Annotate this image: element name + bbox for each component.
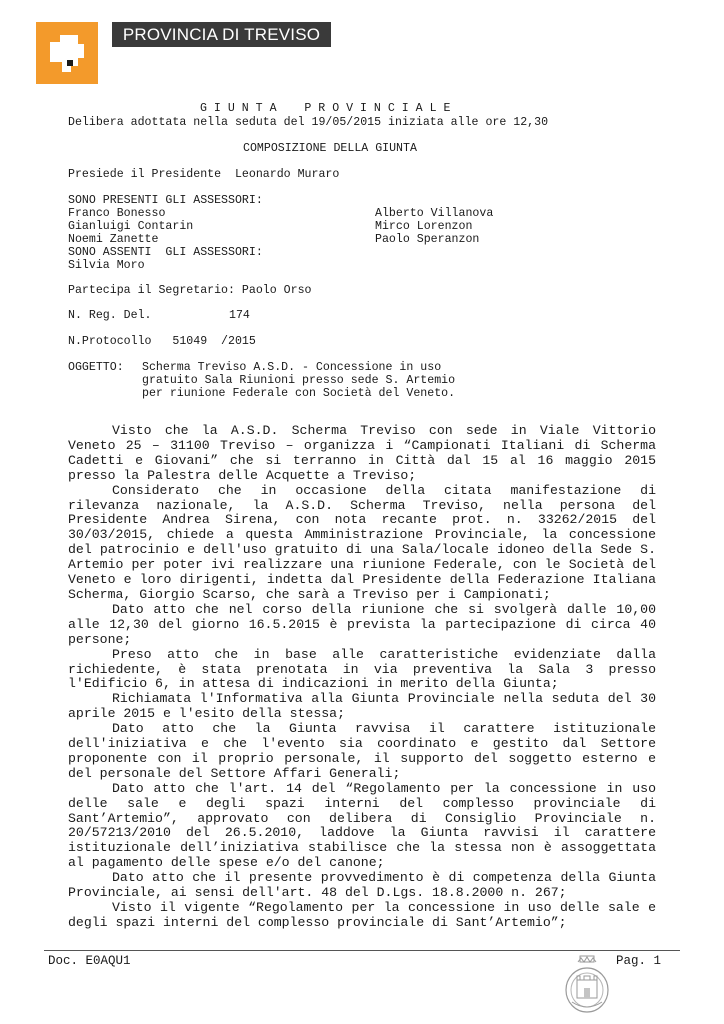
reg-label: N. Reg. Del. [68,309,152,322]
delibera-body [68,424,656,931]
oggetto-line: Scherma Treviso A.S.D. - Concessione in uso [142,361,442,374]
protocollo-line: N.Protocollo 51049 /2015 [68,335,256,348]
body-paragraph: Dato atto che il presente provvedimento è di competenza della Giunta Provinciale, ai sensi dell'art. 48 del D.Lgs. 18.8.2000 n. 267; [68,870,656,901]
footer-page-number: Pag. 1 [616,954,662,968]
body-paragraph: Dato atto che l'art. 14 del “Regolamento per la concessione in uso delle sale e degli spazi interni del complesso provinciale di Sant’Artemio”, approvato con delibera di Consiglio Provinciale n. 20/57213/2010 del 26.5.2010, laddove la Giunta ravvisi il carattere istituzionale dell’iniziativa stabilisce che la stessa non è assoggettata al pagamento delle spese e/o del canone; [68,780,656,871]
presiede-line: Presiede il Presidente Leonardo Muraro [68,168,340,181]
oggetto-line: per riunione Federale con Società del Veneto. [142,387,456,400]
body-paragraph: Dato atto che la Giunta ravvisa il carattere istituzionale dell'iniziativa e che l'evento sia coordinato e gestito dal Settore proponente con il proprio personale, il supporto del soggetto esterno e del personale del Settore Affari Generali; [68,721,656,781]
provincia-logo-icon [36,22,98,84]
assessore-absent: Silvia Moro [68,259,145,272]
body-paragraph: Visto il vigente “Regolamento per la concessione in uso delle sale e degli spazi interni del complesso provinciale di Sant’Artemio”; [68,900,656,930]
footer-divider [44,950,680,951]
assessore-present-right: Mirco Lorenzon [375,220,473,233]
assenti-label: SONO ASSENTI GLI ASSESSORI: [68,246,263,259]
brand-title: PROVINCIA DI TREVISO [112,22,331,47]
presenti-label: SONO PRESENTI GLI ASSESSORI: [68,194,263,207]
giunta-title: G I U N T A P R O V I N C I A L E [200,102,451,115]
seduta-line: Delibera adottata nella seduta del 19/05/2015 iniziata alle ore 12,30 [68,116,549,129]
assessore-present: Franco Bonesso [68,207,166,220]
assessore-present: Noemi Zanette [68,233,159,246]
assessore-present-right: Alberto Villanova [375,207,494,220]
body-paragraph: Preso atto che in base alle caratteristiche evidenziate dalla richiedente, è stata prenotata in via preventiva la Sala 3 presso l'Edificio 6, in attesa di indicazioni in merito della Giunta; [68,646,656,692]
composizione-heading: COMPOSIZIONE DELLA GIUNTA [243,142,417,155]
oggetto-line: gratuito Sala Riunioni presso sede S. Artemio [142,374,456,387]
body-paragraph: Richiamata l'Informativa alla Giunta Provinciale nella seduta del 30 aprile 2015 e l'esito della stessa; [68,691,656,722]
segretario-line: Partecipa il Segretario: Paolo Orso [68,284,312,297]
oggetto-label: OGGETTO: [68,361,124,374]
body-paragraph: Dato atto che nel corso della riunione che si svolgerà dalle 10,00 alle 12,30 del giorno 16.5.2015 è prevista la partecipazione di circa 40 persone; [68,601,656,647]
footer-doc-id: Doc. E0AQU1 [48,954,131,968]
assessore-present: Gianluigi Contarin [68,220,194,233]
reg-value: 174 [229,309,250,322]
seal-icon [562,954,612,1014]
assessore-present-right: Paolo Speranzon [375,233,480,246]
provincia-logo [36,22,98,84]
body-paragraph: Visto che la A.S.D. Scherma Treviso con sede in Viale Vittorio Veneto 25 – 31100 Treviso – organizza i “Campionati Italiani di Scherma Cadetti e Giovani” che si terranno in Città dal 15 al 16 maggio 2015 presso la Palestra delle Acquette a Treviso; [68,423,656,483]
body-paragraph: Considerato che in occasione della citata manifestazione di rilevanza nazionale, la A.S.D. Scherma Treviso, nella persona del Presidente Andrea Sirena, con nota recante prot. n. 33262/2015 del 30/03/2015, chiede a questa Amministrazione Provinciale, la concessione del patrocinio e dell'uso gratuito di una Sala/locale idoneo della Sede S. Artemio per poter ivi realizzare una riunione Federale, con le Società del Veneto e loro dirigenti, indetta dal Presidente della Federazione Italiana Scherma, Giorgio Scarso, che sarà a Treviso per i Campionati; [68,482,656,602]
